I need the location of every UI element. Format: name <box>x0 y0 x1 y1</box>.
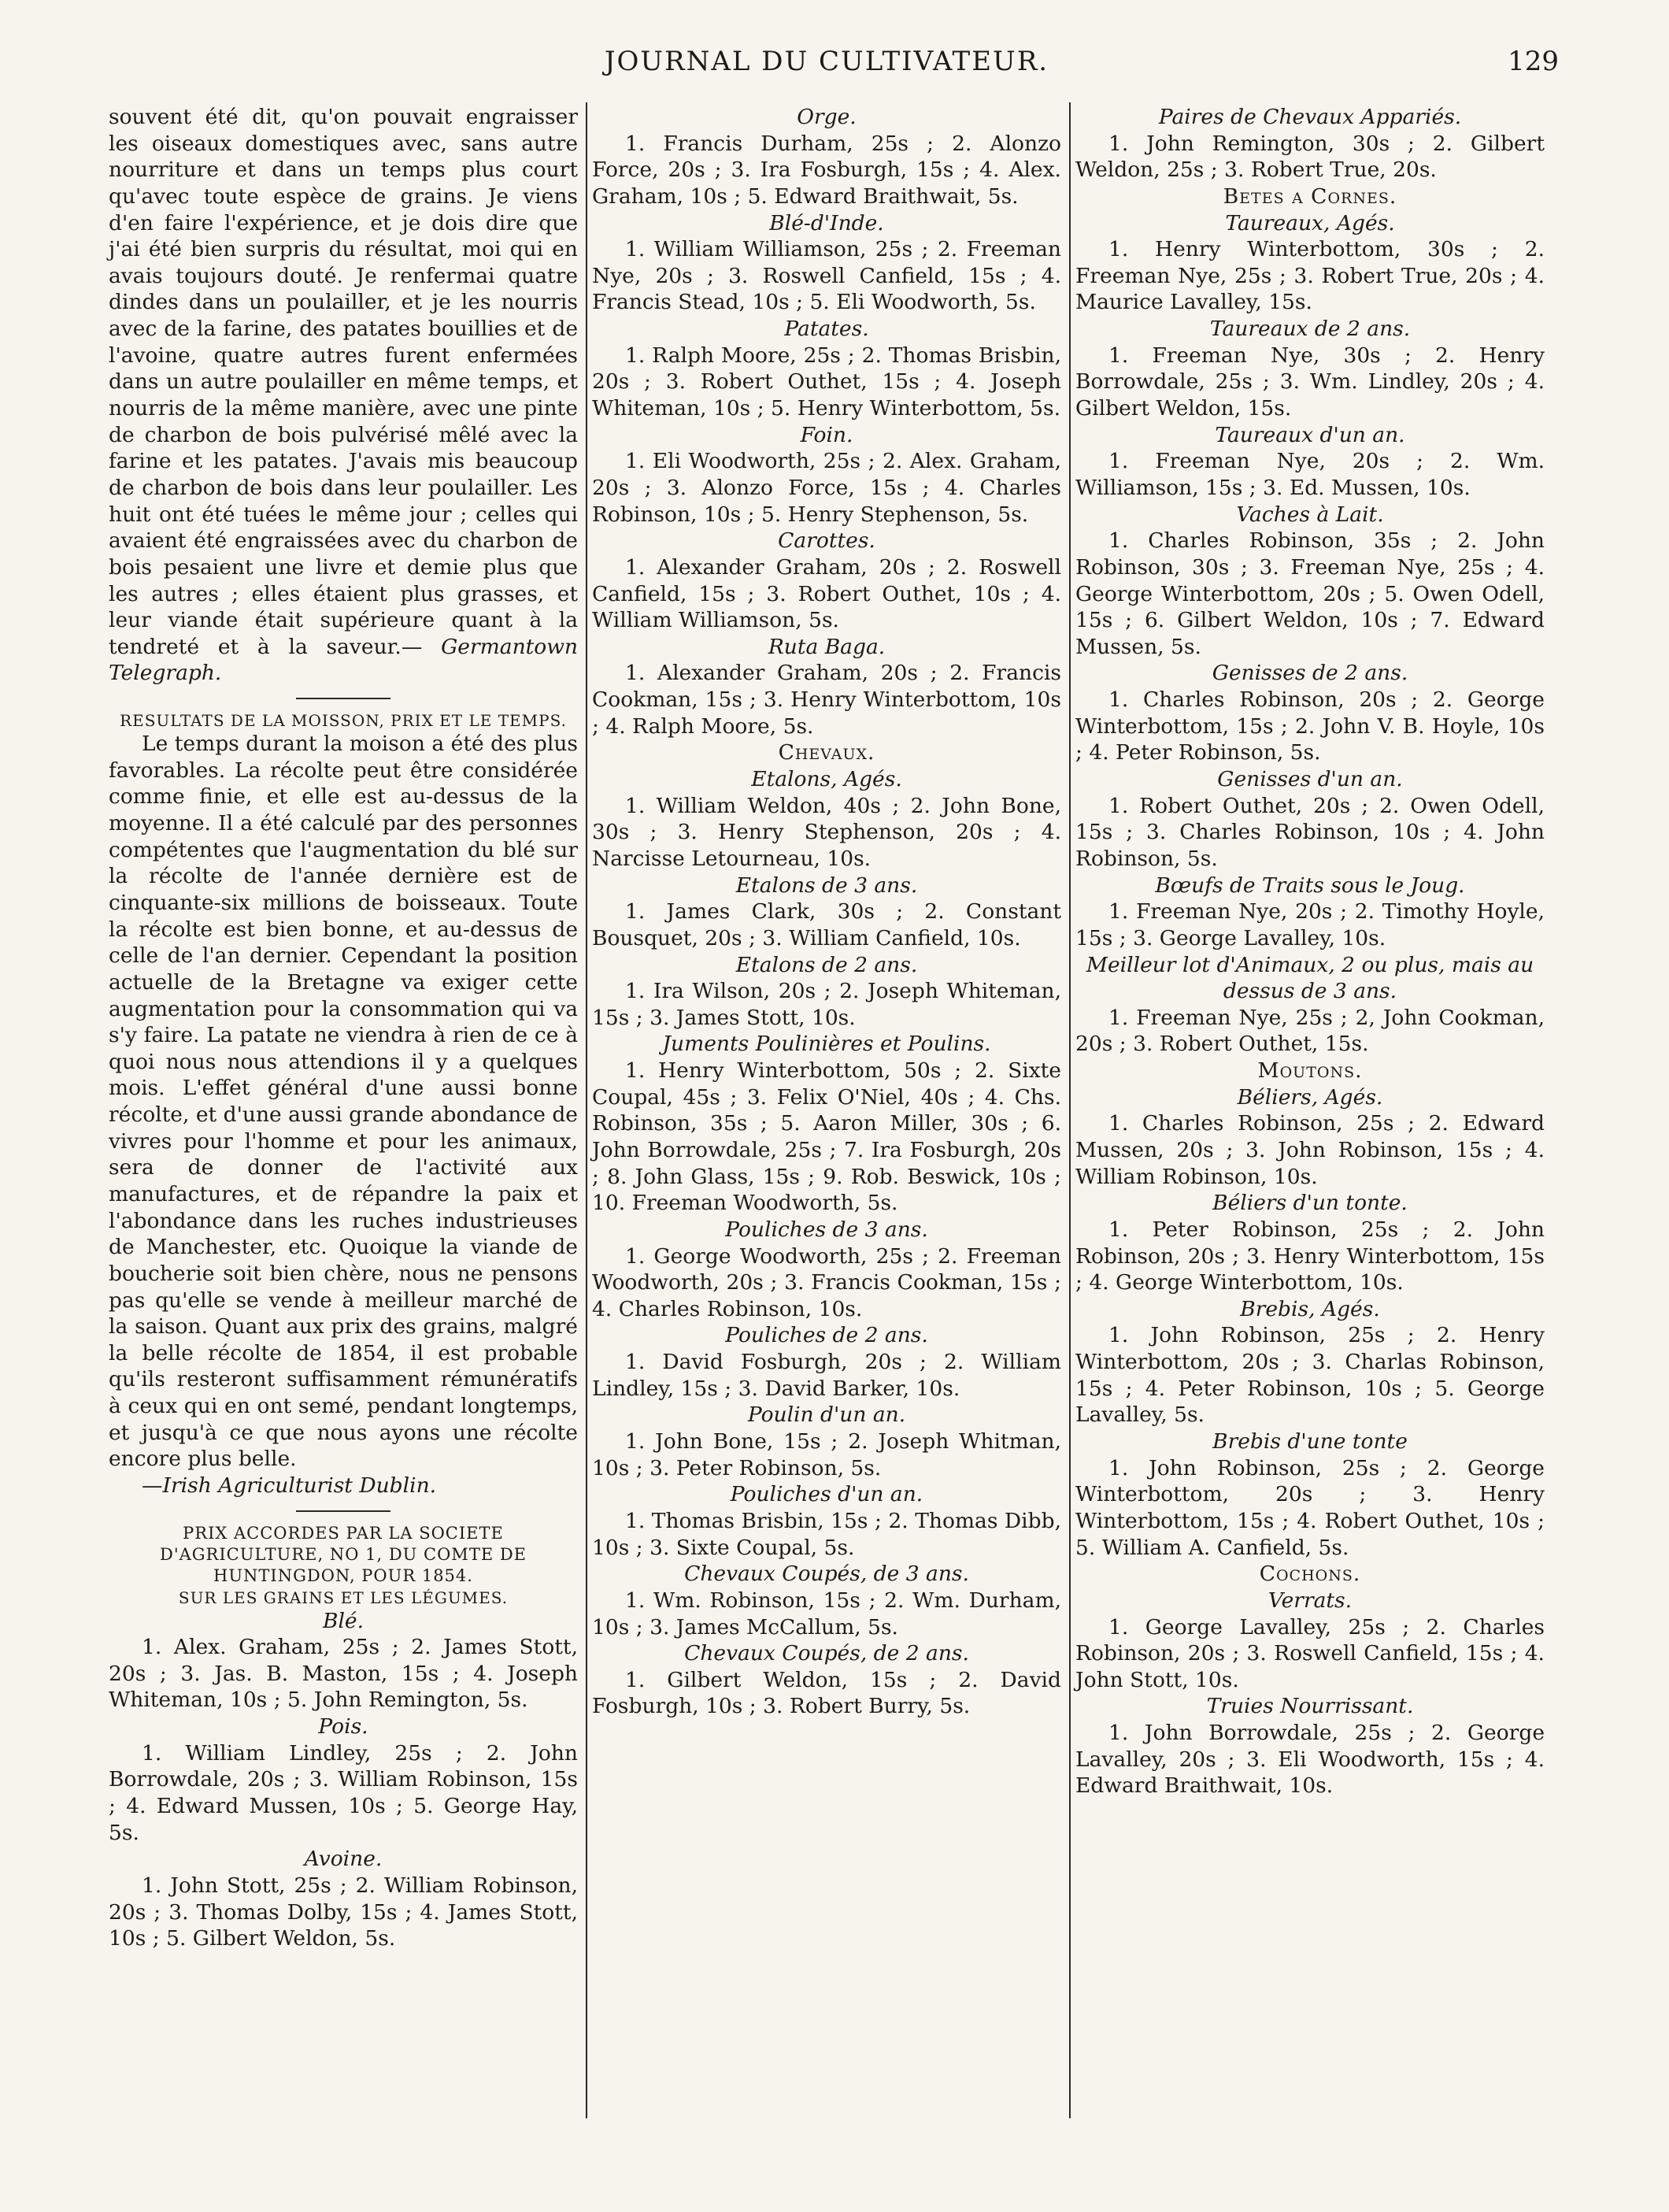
prize-category-title: Béliers d'un tonte. <box>1212 1191 1408 1216</box>
prize-list: 1. Charles Robinson, 35s ; 2. John Robinson, 30s ; 3. Freeman Nye, 25s ; 4. George Winterbottom, 20s ; 5. Owen Odell, 15s ; 6. Gilbert Weldon, 10s ; 7. Edward Mussen, 5s. <box>1075 528 1545 659</box>
prize-category-title: Brebis d'une tonte <box>1212 1429 1408 1454</box>
page-number: 129 <box>1508 46 1559 77</box>
prize-list: 1. James Clark, 30s ; 2. Constant Bousquet, 20s ; 3. William Canfield, 10s. <box>592 899 1061 950</box>
column-left <box>109 104 578 1952</box>
prize-category-title: Genisses d'un an. <box>1217 767 1403 792</box>
prize-list: 1. Alexander Graham, 20s ; 2. Roswell Canfield, 15s ; 3. Robert Outhet, 10s ; 4. William Williamson, 5s. <box>592 554 1061 633</box>
prize-list: 1. David Fosburgh, 20s ; 2. William Lindley, 15s ; 3. David Barker, 10s. <box>592 1350 1061 1401</box>
prize-category-title: Béliers, Agés. <box>1237 1084 1383 1110</box>
prizes-heading: PRIX ACCORDES PAR LA SOCIETE D'AGRICULTURE, NO 1, DU COMTE DE HUNTINGDON, POUR 1854. <box>159 1523 527 1586</box>
prize-category-title: Avoine. <box>304 1847 383 1872</box>
prize-category-title: Blé. <box>322 1608 365 1633</box>
column-divider <box>1069 102 1071 2118</box>
prize-category-title: Pouliches d'un an. <box>730 1482 923 1507</box>
prize-category-title: Orge. <box>797 105 857 129</box>
charcoal-article-text: souvent été dit, qu'on pouvait engraisser les oiseaux domestiques avec, sans autre nourriture et dans un temps plus court qu'avec toute espèce de grains. Je viens d'en faire l'expérience, et je dois dire que j'ai été bien surpris du résultat, moi qui en avais toujours douté. Je renfermai quatre dindes dans un poulailler, et je les nourris avec de la farine, des patates bouillies et de l'avoine, quatre autres furent enfermées dans un autre poulailler en même temps, et nourris de la même manière, avec une pinte de charbon de bois pulvérisé mêlé avec la farine et les patates. J'avais mis beaucoup de charbon de bois dans leur poulailler. Les huit ont été tuées le même jour ; celles qui avaient été engraissées avec du charbon de bois pesaient une livre et demie plus que les autres ; elles étaient plus grasses, et leur viande était supérieure quant à la tendreté et à la saveur.— <box>109 105 578 659</box>
prize-category-title: Taureaux d'un an. <box>1215 422 1405 447</box>
prize-category-title: Brebis, Agés. <box>1240 1296 1380 1321</box>
prize-list: 1. Robert Outhet, 20s ; 2. Owen Odell, 15s ; 3. Charles Robinson, 10s ; 4. John Robinson, 5s. <box>1075 793 1545 871</box>
prize-list: 1. John Robinson, 25s ; 2. George Winterbottom, 20s ; 3. Henry Winterbottom, 15s ; 4. Robert Outhet, 10s ; 5. William A. Canfield, 5s. <box>1075 1455 1545 1560</box>
prize-list: 1. Wm. Robinson, 15s ; 2. Wm. Durham, 10s ; 3. James McCallum, 5s. <box>592 1588 1061 1640</box>
prize-category-title: Etalons, Agés. <box>751 767 902 792</box>
prize-list: 1. Eli Woodworth, 25s ; 2. Alex. Graham, 20s ; 3. Alonzo Force, 15s ; 4. Charles Robinson, 10s ; 5. Henry Stephenson, 5s. <box>592 449 1061 527</box>
prize-category-title: Chevaux Coupés, de 2 ans. <box>684 1641 969 1666</box>
charcoal-article-paragraph <box>109 104 578 687</box>
prize-list: 1. William Lindley, 25s ; 2. John Borrowdale, 20s ; 3. William Robinson, 15s ; 4. Edward Mussen, 10s ; 5. George Hay, 5s. <box>109 1740 578 1845</box>
prize-list: 1. Freeman Nye, 30s ; 2. Henry Borrowdale, 25s ; 3. Wm. Lindley, 20s ; 4. Gilbert Weldon, 15s. <box>1075 343 1545 421</box>
prize-list: 1. Freeman Nye, 20s ; 2. Timothy Hoyle, 15s ; 3. George Lavalley, 10s. <box>1075 899 1545 950</box>
prize-list: 1. Henry Winterbottom, 50s ; 2. Sixte Coupal, 45s ; 3. Felix O'Niel, 40s ; 4. Chs. Robinson, 35s ; 5. Aaron Miller, 30s ; 6. John Borrowdale, 25s ; 7. Ira Fosburgh, 20s ; 8. John Glass, 15s ; 9. Rob. Beswick, 10s ; 10. Freeman Woodworth, 5s. <box>592 1058 1061 1216</box>
prize-list: 1. Charles Robinson, 20s ; 2. George Winterbottom, 15s ; 2. John V. B. Hoyle, 10s ; 4. Peter Robinson, 5s. <box>1075 687 1545 765</box>
prize-category-title: Verrats. <box>1267 1588 1353 1613</box>
section-rule <box>296 698 390 699</box>
prize-category-title: Pouliches de 2 ans. <box>725 1323 928 1348</box>
prize-list: 1. Henry Winterbottom, 30s ; 2. Freeman Nye, 25s ; 3. Robert True, 20s ; 4. Maurice Lavalley, 15s. <box>1075 237 1545 315</box>
harvest-source: —Irish Agriculturist Dublin. <box>142 1473 437 1499</box>
column-middle <box>592 104 1061 1720</box>
prize-category-title: Juments Poulinières et Poulins. <box>662 1032 991 1057</box>
prize-list: 1. Alexander Graham, 20s ; 2. Francis Cookman, 15s ; 3. Henry Winterbottom, 10s ; 4. Ralph Moore, 5s. <box>592 661 1061 739</box>
prize-list: 1. Ralph Moore, 25s ; 2. Thomas Brisbin, 20s ; 3. Robert Outhet, 15s ; 4. Joseph Whiteman, 10s ; 5. Henry Winterbottom, 5s. <box>592 343 1061 421</box>
prize-category-title: Poulin d'un an. <box>747 1402 906 1428</box>
prize-list: 1. Francis Durham, 25s ; 2. Alonzo Force, 20s ; 3. Ira Fosburgh, 15s ; 4. Alex. Graham, 10s ; 5. Edward Braithwait, 5s. <box>592 131 1061 209</box>
charcoal-article-source: Germantown Telegraph. <box>109 634 578 686</box>
prize-list: 1. John Bone, 15s ; 2. Joseph Whitman, 10s ; 3. Peter Robinson, 5s. <box>592 1429 1061 1480</box>
prize-category-title: Carottes. <box>778 528 875 554</box>
harvest-paragraph: Le temps durant la moison a été des plus favorables. La récolte peut être considérée comme finie, et elle est au-dessus de la moyenne. Il a été calculé par des personnes compétentes que l'augmentation du blé sur la récolte de l'année dernière est de cinquante-six millions de boisseaux. Toute la récolte est bien bonne, et au-dessus de celle de l'an dernier. Cependant la position actuelle de la Bretagne va exiger cette augmentation pour la consommation qui va s'y faire. La patate ne viendra à rien de ce à quoi nous nous attendions il y a quelques mois. L'effet général d'une aussi bonne récolte, et d'une aussi grande abondance de vivres pour l'homme et pour les animaux, sera de donner de l'activité aux manufactures, et de répandre la paix et l'abondance dans les ruches industrieuses de Manchester, etc. Quoique la viande de boucherie soit bien chère, nous ne pensons pas qu'elle se vende à meilleur marché de la saison. Quant aux prix des grains, malgré la belle récolte de 1854, il est probable qu'ils resteront suffisamment rémunératifs à ceux qui en ont semé, pendant longtemps, et jusqu'à ce que nous ayons une récolte encore plus belle. <box>109 732 578 1472</box>
grains-heading: SUR LES GRAINS ET LES LÉGUMES. <box>178 1588 509 1607</box>
prize-category-title: Pouliches de 3 ans. <box>725 1217 928 1242</box>
prize-list: 1. Freeman Nye, 20s ; 2. Wm. Williamson, 15s ; 3. Ed. Mussen, 10s. <box>1075 449 1545 500</box>
prize-list: 1. John Robinson, 25s ; 2. Henry Winterbottom, 20s ; 3. Charlas Robinson, 15s ; 4. Peter Robinson, 10s ; 5. George Lavalley, 5s. <box>1075 1323 1545 1428</box>
prize-list: 1. Alex. Graham, 25s ; 2. James Stott, 20s ; 3. Jas. B. Maston, 15s ; 4. Joseph Whiteman, 10s ; 5. John Remington, 5s. <box>109 1635 578 1713</box>
section-rule <box>296 1510 390 1512</box>
prize-category-title: Etalons de 3 ans. <box>735 873 918 898</box>
prize-list: 1. John Remington, 30s ; 2. Gilbert Weldon, 25s ; 3. Robert True, 20s. <box>1075 131 1545 183</box>
prize-category-title: Vaches à Lait. <box>1236 502 1384 527</box>
prize-list: 1. George Woodworth, 25s ; 2. Freeman Woodworth, 20s ; 3. Francis Cookman, 15s ; 4. Charles Robinson, 10s. <box>592 1243 1061 1321</box>
prize-list: 1. George Lavalley, 25s ; 2. Charles Robinson, 20s ; 3. Roswell Canfield, 15s ; 4. John Stott, 10s. <box>1075 1614 1545 1692</box>
section-heading-moutons: Moutons. <box>1257 1058 1363 1084</box>
section-heading-chevaux: Chevaux. <box>778 740 875 765</box>
prize-list: 1. Ira Wilson, 20s ; 2. Joseph Whiteman, 15s ; 3. James Stott, 10s. <box>592 979 1061 1030</box>
section-heading-betes: Betes a Cornes. <box>1223 183 1397 209</box>
prize-list: 1. William Williamson, 25s ; 2. Freeman Nye, 20s ; 3. Roswell Canfield, 15s ; 4. Francis Stead, 10s ; 5. Eli Woodworth, 5s. <box>592 237 1061 315</box>
prize-category-title: Meilleur lot d'Animaux, 2 ou plus, mais au dessus de 3 ans. <box>1086 952 1534 1004</box>
prize-list: 1. John Stott, 25s ; 2. William Robinson, 20s ; 3. Thomas Dolby, 15s ; 4. James Stott, 10s ; 5. Gilbert Weldon, 5s. <box>109 1873 578 1951</box>
prize-list: 1. Charles Robinson, 25s ; 2. Edward Mussen, 20s ; 3. John Robinson, 15s ; 4. William Robinson, 10s. <box>1075 1111 1545 1189</box>
prize-category-title: Blé-d'Inde. <box>769 210 884 235</box>
prize-category-title: Ruta Baga. <box>768 634 886 659</box>
journal-title: JOURNAL DU CULTIVATEUR. <box>604 46 1049 77</box>
prize-list: 1. Thomas Brisbin, 15s ; 2. Thomas Dibb, 10s ; 3. Sixte Coupal, 5s. <box>592 1508 1061 1560</box>
harvest-heading: RESULTATS DE LA MOISSON, PRIX ET LE TEMPS. <box>120 711 567 731</box>
prize-list: 1. William Weldon, 40s ; 2. John Bone, 30s ; 3. Henry Stephenson, 20s ; 4. Narcisse Letourneau, 10s. <box>592 793 1061 871</box>
prize-category-title: Genisses de 2 ans. <box>1212 661 1408 686</box>
prize-category-title: Bœufs de Traits sous le Joug. <box>1155 873 1465 898</box>
prize-list: 1. Freeman Nye, 25s ; 2, John Cookman, 20s ; 3. Robert Outhet, 15s. <box>1075 1005 1545 1057</box>
prize-category-title: Chevaux Coupés, de 3 ans. <box>684 1562 969 1587</box>
prize-category-title: Etalons de 2 ans. <box>735 952 918 977</box>
prize-list: 1. Peter Robinson, 25s ; 2. John Robinson, 20s ; 3. Henry Winterbottom, 15s ; 4. George Winterbottom, 10s. <box>1075 1217 1545 1295</box>
prize-category-title: Truies Nourrissant. <box>1206 1694 1414 1719</box>
column-right <box>1075 104 1545 1799</box>
prize-category-title: Taureaux, Agés. <box>1225 210 1395 235</box>
prize-category-title: Patates. <box>784 317 869 342</box>
prize-list: 1. Gilbert Weldon, 15s ; 2. David Fosburgh, 10s ; 3. Robert Burry, 5s. <box>592 1667 1061 1719</box>
page-header <box>94 46 1559 93</box>
prize-category-title: Taureaux de 2 ans. <box>1209 317 1411 342</box>
prize-list: 1. John Borrowdale, 25s ; 2. George Lavalley, 20s ; 3. Eli Woodworth, 15s ; 4. Edward Braithwait, 10s. <box>1075 1721 1545 1799</box>
column-divider <box>586 102 587 2118</box>
prize-category-title: Foin. <box>800 422 853 447</box>
prize-category-title: Pois. <box>318 1714 368 1740</box>
section-heading-cochons: Cochons. <box>1259 1562 1361 1587</box>
prize-category-title: Paires de Chevaux Appariés. <box>1158 105 1462 129</box>
